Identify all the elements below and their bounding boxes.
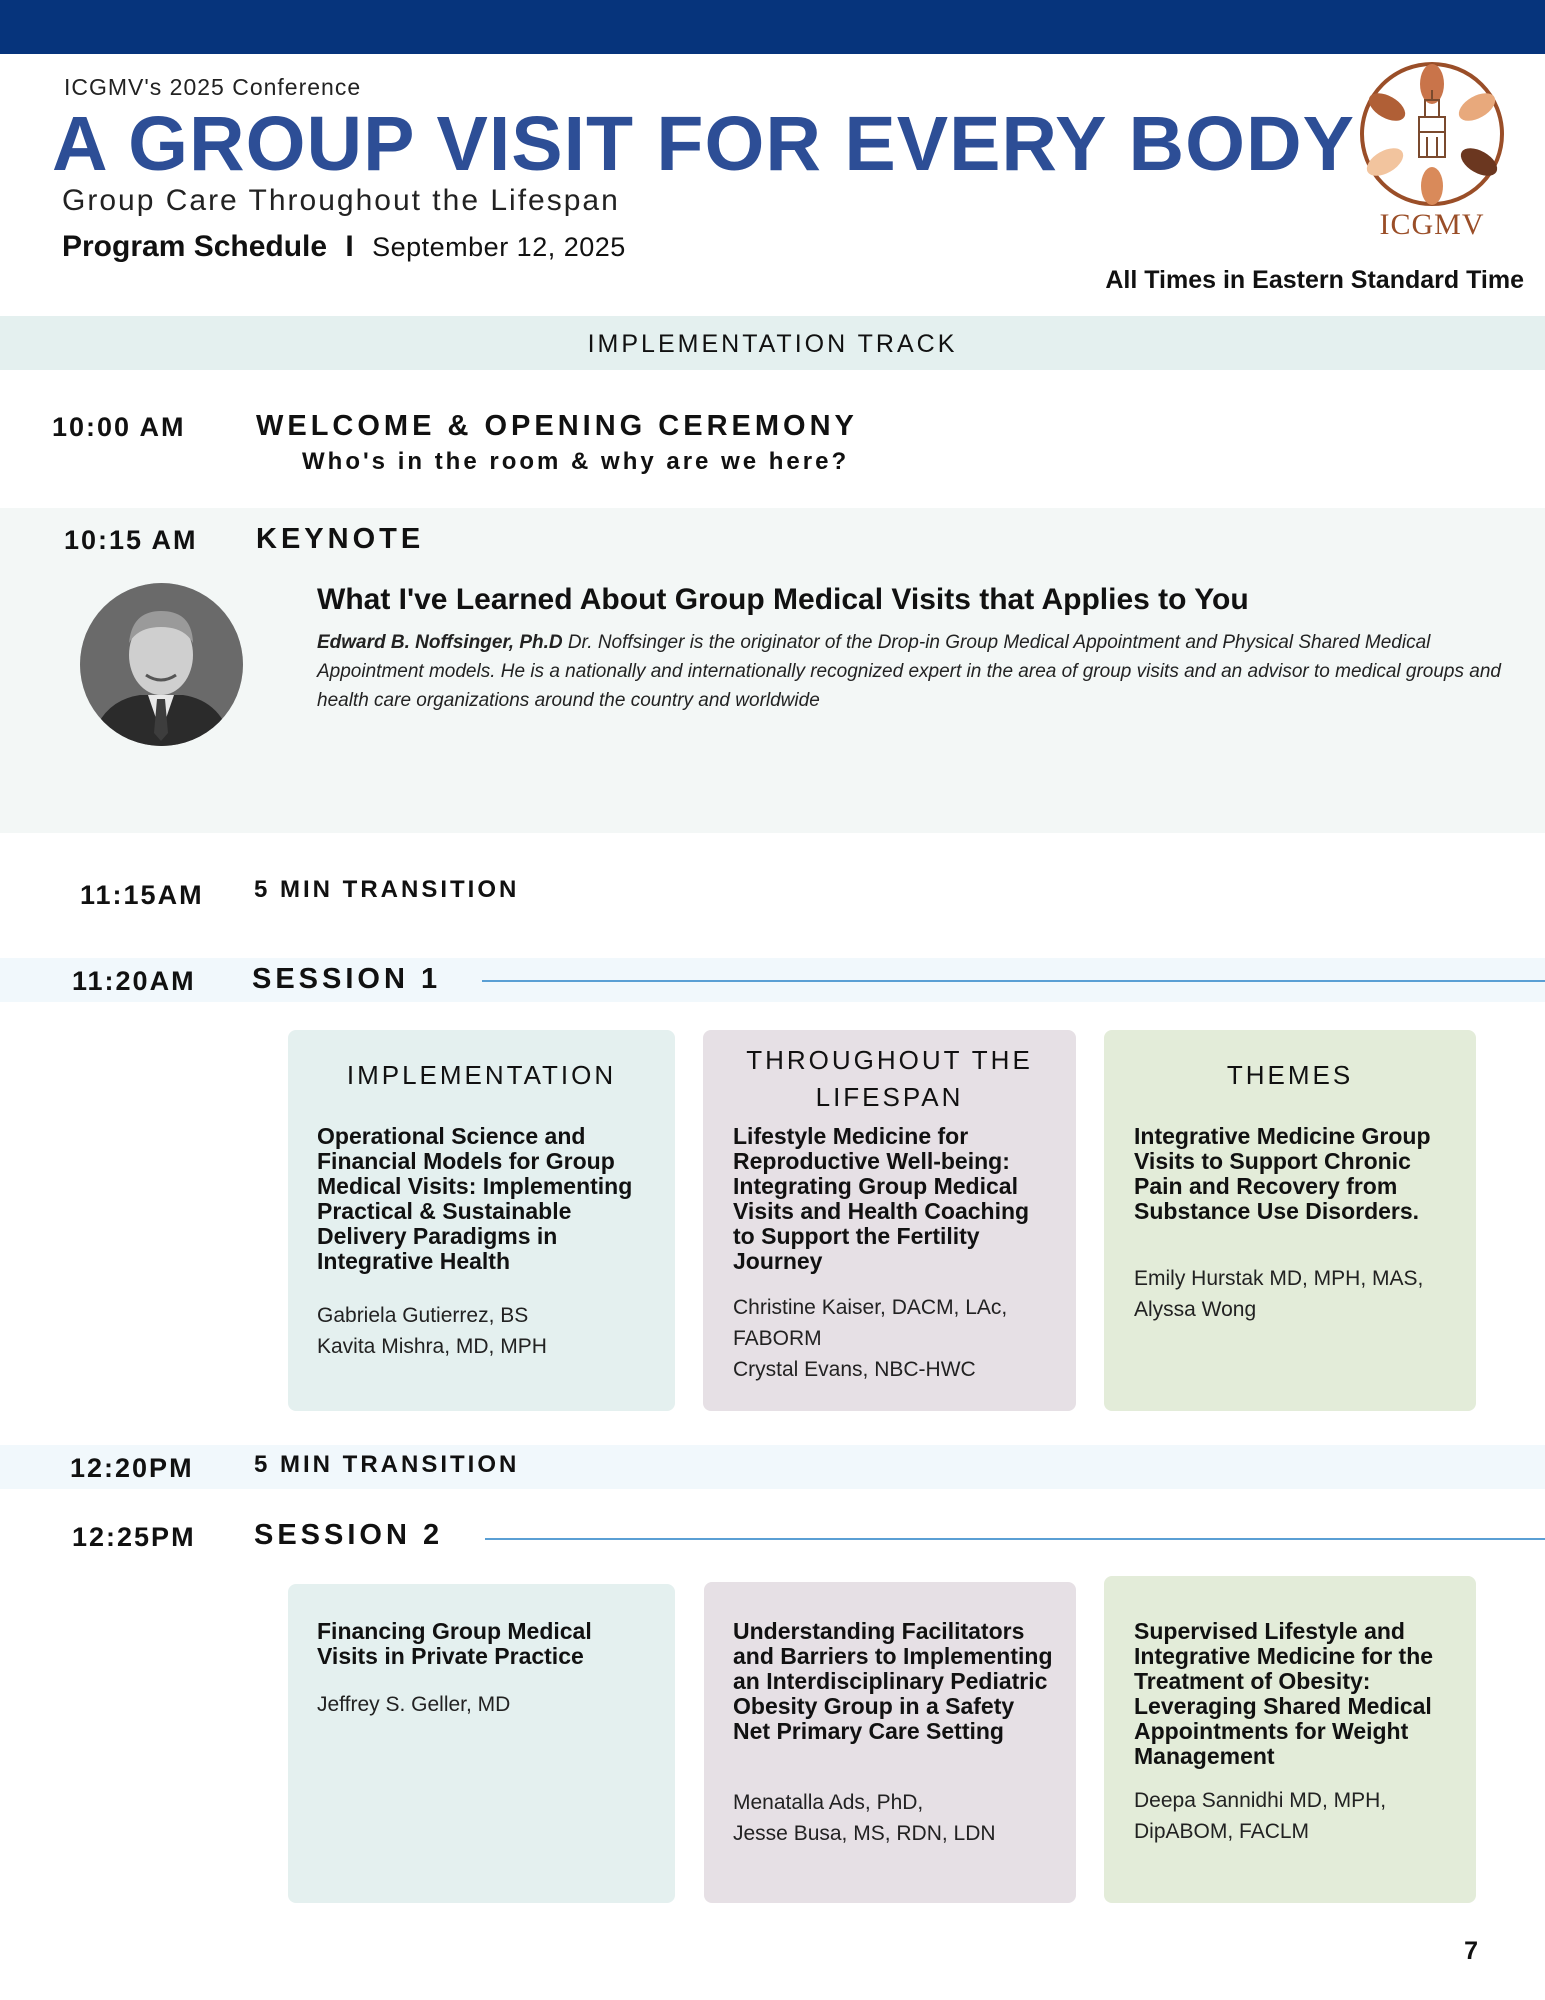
program-line [62,230,626,264]
top-bar [0,0,1545,54]
presenter: Deepa Sannidhi MD, MPH, DipABOM, FACLM [1134,1789,1387,1843]
card-category: THROUGHOUT THE LIFESPAN [746,1045,1033,1112]
card-title: Supervised Lifestyle and Integrative Medicine for the Treatment of Obesity: Leveraging Shared Medical Appointments for Weight Management [1134,1618,1434,1769]
keynote-description [317,628,1502,715]
session-1-rule [482,980,1545,982]
logo-text: ICGMV [1379,208,1485,241]
presenter: Crystal Evans, NBC-HWC [733,1358,976,1381]
presenter: Jesse Busa, MS, RDN, LDN [733,1822,996,1845]
keynote-title: What I've Learned About Group Medical Visits that Applies to You [317,583,1249,616]
program-date: September 12, 2025 [372,232,626,262]
card-presenters [1134,1263,1454,1325]
transition-1-time: 11:15AM [80,880,204,910]
speaker-photo [80,583,243,746]
presenter: Christine Kaiser, DACM, LAc, FABORM [733,1296,1008,1350]
card-title: Integrative Medicine Group Visits to Support Chronic Pain and Recovery from Substance Use Disorders. [1134,1123,1431,1224]
session-2-themes-card[interactable] [1104,1576,1476,1903]
keynote-time: 10:15 AM [64,525,198,555]
keynote-speaker: Edward B. Noffsinger, Ph.D [317,632,563,653]
session-1-lifespan-card[interactable] [703,1030,1076,1411]
session-1-label: SESSION 1 [252,963,442,995]
transition-2-time: 12:20PM [70,1453,194,1483]
transition-1-label: 5 MIN TRANSITION [254,876,520,903]
card-presenters [733,1787,1053,1849]
presenter: Emily Hurstak MD, MPH, MAS, Alyssa Wong [1134,1267,1424,1321]
card-presenters [317,1689,647,1720]
opening-subtitle: Who's in the room & why are we here? [302,448,850,475]
card-title: Lifestyle Medicine for Reproductive Well-being: Integrating Group Medical Visits and Health Coaching to Support the Fertility Journey [733,1123,1030,1274]
session-2-lifespan-card[interactable] [704,1582,1076,1903]
session-2-time: 12:25PM [72,1522,196,1552]
page-title: A GROUP VISIT FOR EVERY BODY [52,101,1356,187]
card-category: IMPLEMENTATION [346,1060,617,1090]
card-presenters [317,1300,657,1362]
timezone-note: All Times in Eastern Standard Time [1105,266,1524,294]
page-number: 7 [1464,1937,1478,1965]
transition-2-band [0,1445,1545,1489]
transition-2-label: 5 MIN TRANSITION [254,1451,520,1478]
opening-title: WELCOME & OPENING CEREMONY [256,410,858,442]
card-title: Understanding Facilitators and Barriers to Implementing an Interdisciplinary Pediatric Obesity Group in a Safety Net Primary Care Setting [733,1618,1053,1744]
session-2-label: SESSION 2 [254,1519,444,1551]
page-subtitle: Group Care Throughout the Lifespan [62,184,620,217]
session-2-implementation-card[interactable] [288,1584,675,1903]
track-label: IMPLEMENTATION TRACK [587,330,958,358]
session-1-time: 11:20AM [72,966,196,996]
opening-time: 10:00 AM [52,412,186,442]
card-presenters [733,1292,1053,1385]
program-label: Program Schedule [62,230,328,263]
session-2-rule [485,1538,1545,1540]
presenter: Menatalla Ads, PhD, [733,1791,924,1814]
session-1-themes-card[interactable] [1104,1030,1476,1411]
session-1-implementation-card[interactable] [288,1030,675,1411]
keynote-bio: Dr. Noffsinger is the originator of the Drop-in Group Medical Appointment and Physical Shared Medical Appointment models. He is a nationally and internationally recognized expert in the area of group visits and an advisor to medical groups and health care organizations around the country and worldwide [317,632,1501,711]
card-title: Operational Science and Financial Models for Group Medical Visits: Implementing Practical & Sustainable Delivery Paradigms in Integrative Health [317,1123,633,1274]
presenter: Jeffrey S. Geller, MD [317,1693,511,1716]
presenter: Kavita Mishra, MD, MPH [317,1335,547,1358]
program-separator: I [345,230,354,263]
presenter: Gabriela Gutierrez, BS [317,1304,529,1327]
conference-label: ICGMV's 2025 Conference [64,74,362,100]
card-title: Financing Group Medical Visits in Private Practice [317,1618,592,1669]
keynote-label: KEYNOTE [256,523,425,555]
card-presenters [1134,1785,1454,1847]
card-category: THEMES [1226,1060,1354,1090]
